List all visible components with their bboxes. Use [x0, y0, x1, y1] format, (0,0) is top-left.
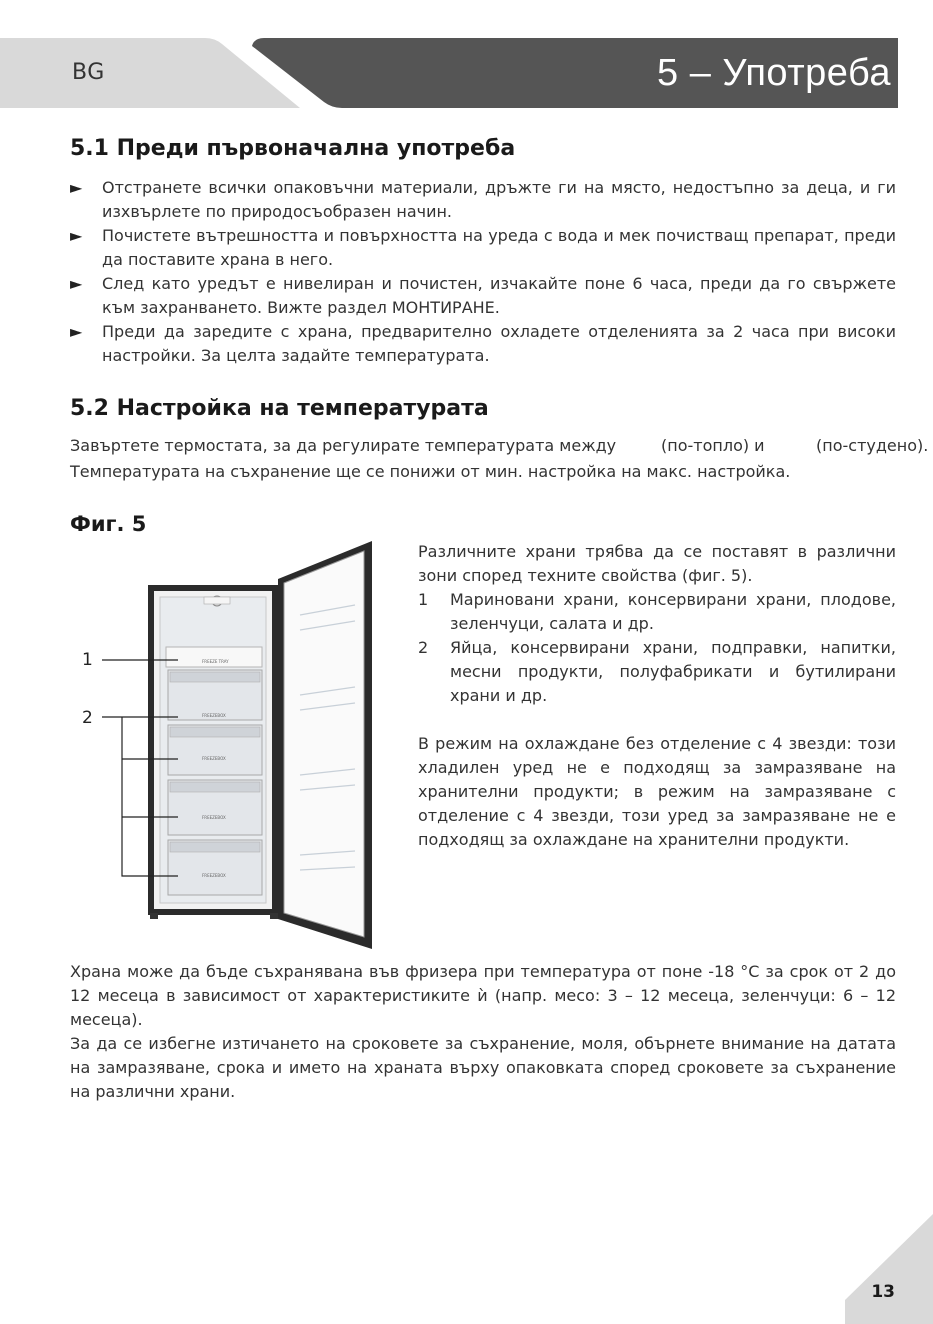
heading-5-2: 5.2 Настройка на температурата: [70, 396, 489, 421]
drawer-label: FREEZEBOX: [202, 756, 226, 761]
figure-label: Фиг. 5: [70, 512, 147, 536]
storage-paragraph: Храна може да бъде съхранявана във фризера при температура от поне -18 °C за срок от 2 до 12 месеца в зависимост от характеристиките ѝ (напр. месо: 3 – 12 месеца, зеленчуци: 6 – 12 месеца).: [70, 962, 896, 1029]
thermostat-text: Завъртете термостата, за да регулирате температурата между: [70, 436, 617, 455]
arrow-right-icon: ►: [70, 178, 83, 197]
language-code: BG: [72, 60, 105, 85]
callout-1: 1: [82, 650, 93, 670]
svg-text:FREEZE TRAY: FREEZE TRAY: [202, 659, 229, 664]
drawer-label: FREEZEBOX: [202, 713, 226, 718]
storage-info: [70, 960, 896, 1104]
arrow-right-icon: ►: [70, 274, 83, 293]
list-item: ► Почистете вътрешността и повърхността на уреда с вода и мек почистващ препарат, преди да поставите храна в него.: [70, 226, 896, 269]
arrow-right-icon: ►: [70, 226, 83, 245]
drawer-label: FREEZEBOX: [202, 815, 226, 820]
drawer-label: FREEZEBOX: [202, 873, 226, 878]
mode-note: В режим на охлаждане без отделение с 4 звезди: този хладилен уред не е подходящ за замразяване на хранителни продукти; в режим на замразяване с отделение с 4 звезди, този уред за замразяване не е подходящ за охлаждане на хранителни продукти.: [418, 734, 896, 849]
list-item: 2 Яйца, консервирани храни, подправки, напитки, месни продукти, полуфабрикати и бутилирани храни и др.: [418, 638, 896, 705]
list-item: ► Преди да заредите с храна, предварително охладете отделенията за 2 часа при високи настройки. За целта задайте температурата.: [70, 322, 896, 365]
section-title: 5 – Употреба: [657, 52, 891, 94]
heading-5-1: 5.1 Преди първоначална употреба: [70, 136, 516, 161]
zones-list: [418, 588, 896, 708]
page-corner-decoration: [845, 1214, 933, 1324]
page-number: 13: [871, 1282, 895, 1302]
list-item: ► След като уредът е нивелиран и почистен, изчакайте поне 6 часа, преди да го свържете към захранването. Вижте раздел МОНТИРАНЕ.: [70, 274, 896, 317]
storage-paragraph: За да се избегне изтичането на сроковете за съхранение, моля, обърнете внимание на датата на замразяване, срока и името на храната върху опаковката според сроковете за съхранение на различни храни.: [70, 1034, 896, 1101]
storage-temp-text: Температурата на съхранение ще се понижи от мин. настройка на макс. настройка.: [70, 462, 791, 481]
zones-description: [418, 540, 896, 852]
warmer-text: (по-топло) и: [661, 436, 765, 455]
callout-2: 2: [82, 708, 93, 728]
arrow-right-icon: ►: [70, 322, 83, 341]
colder-text: (по-студено).: [816, 436, 929, 455]
freezer-illustration: [70, 535, 410, 955]
zones-intro: Различните храни трябва да се поставят в различни зони според техните свойства (фиг. 5).: [418, 542, 896, 585]
preparation-list: [70, 176, 896, 368]
list-item: ► Отстранете всички опаковъчни материали, дръжте ги на място, недостъпно за деца, и ги изхвърлете по природосъобразен начин.: [70, 178, 896, 221]
list-item: 1 Мариновани храни, консервирани храни, плодове, зеленчуци, салата и др.: [418, 590, 896, 633]
